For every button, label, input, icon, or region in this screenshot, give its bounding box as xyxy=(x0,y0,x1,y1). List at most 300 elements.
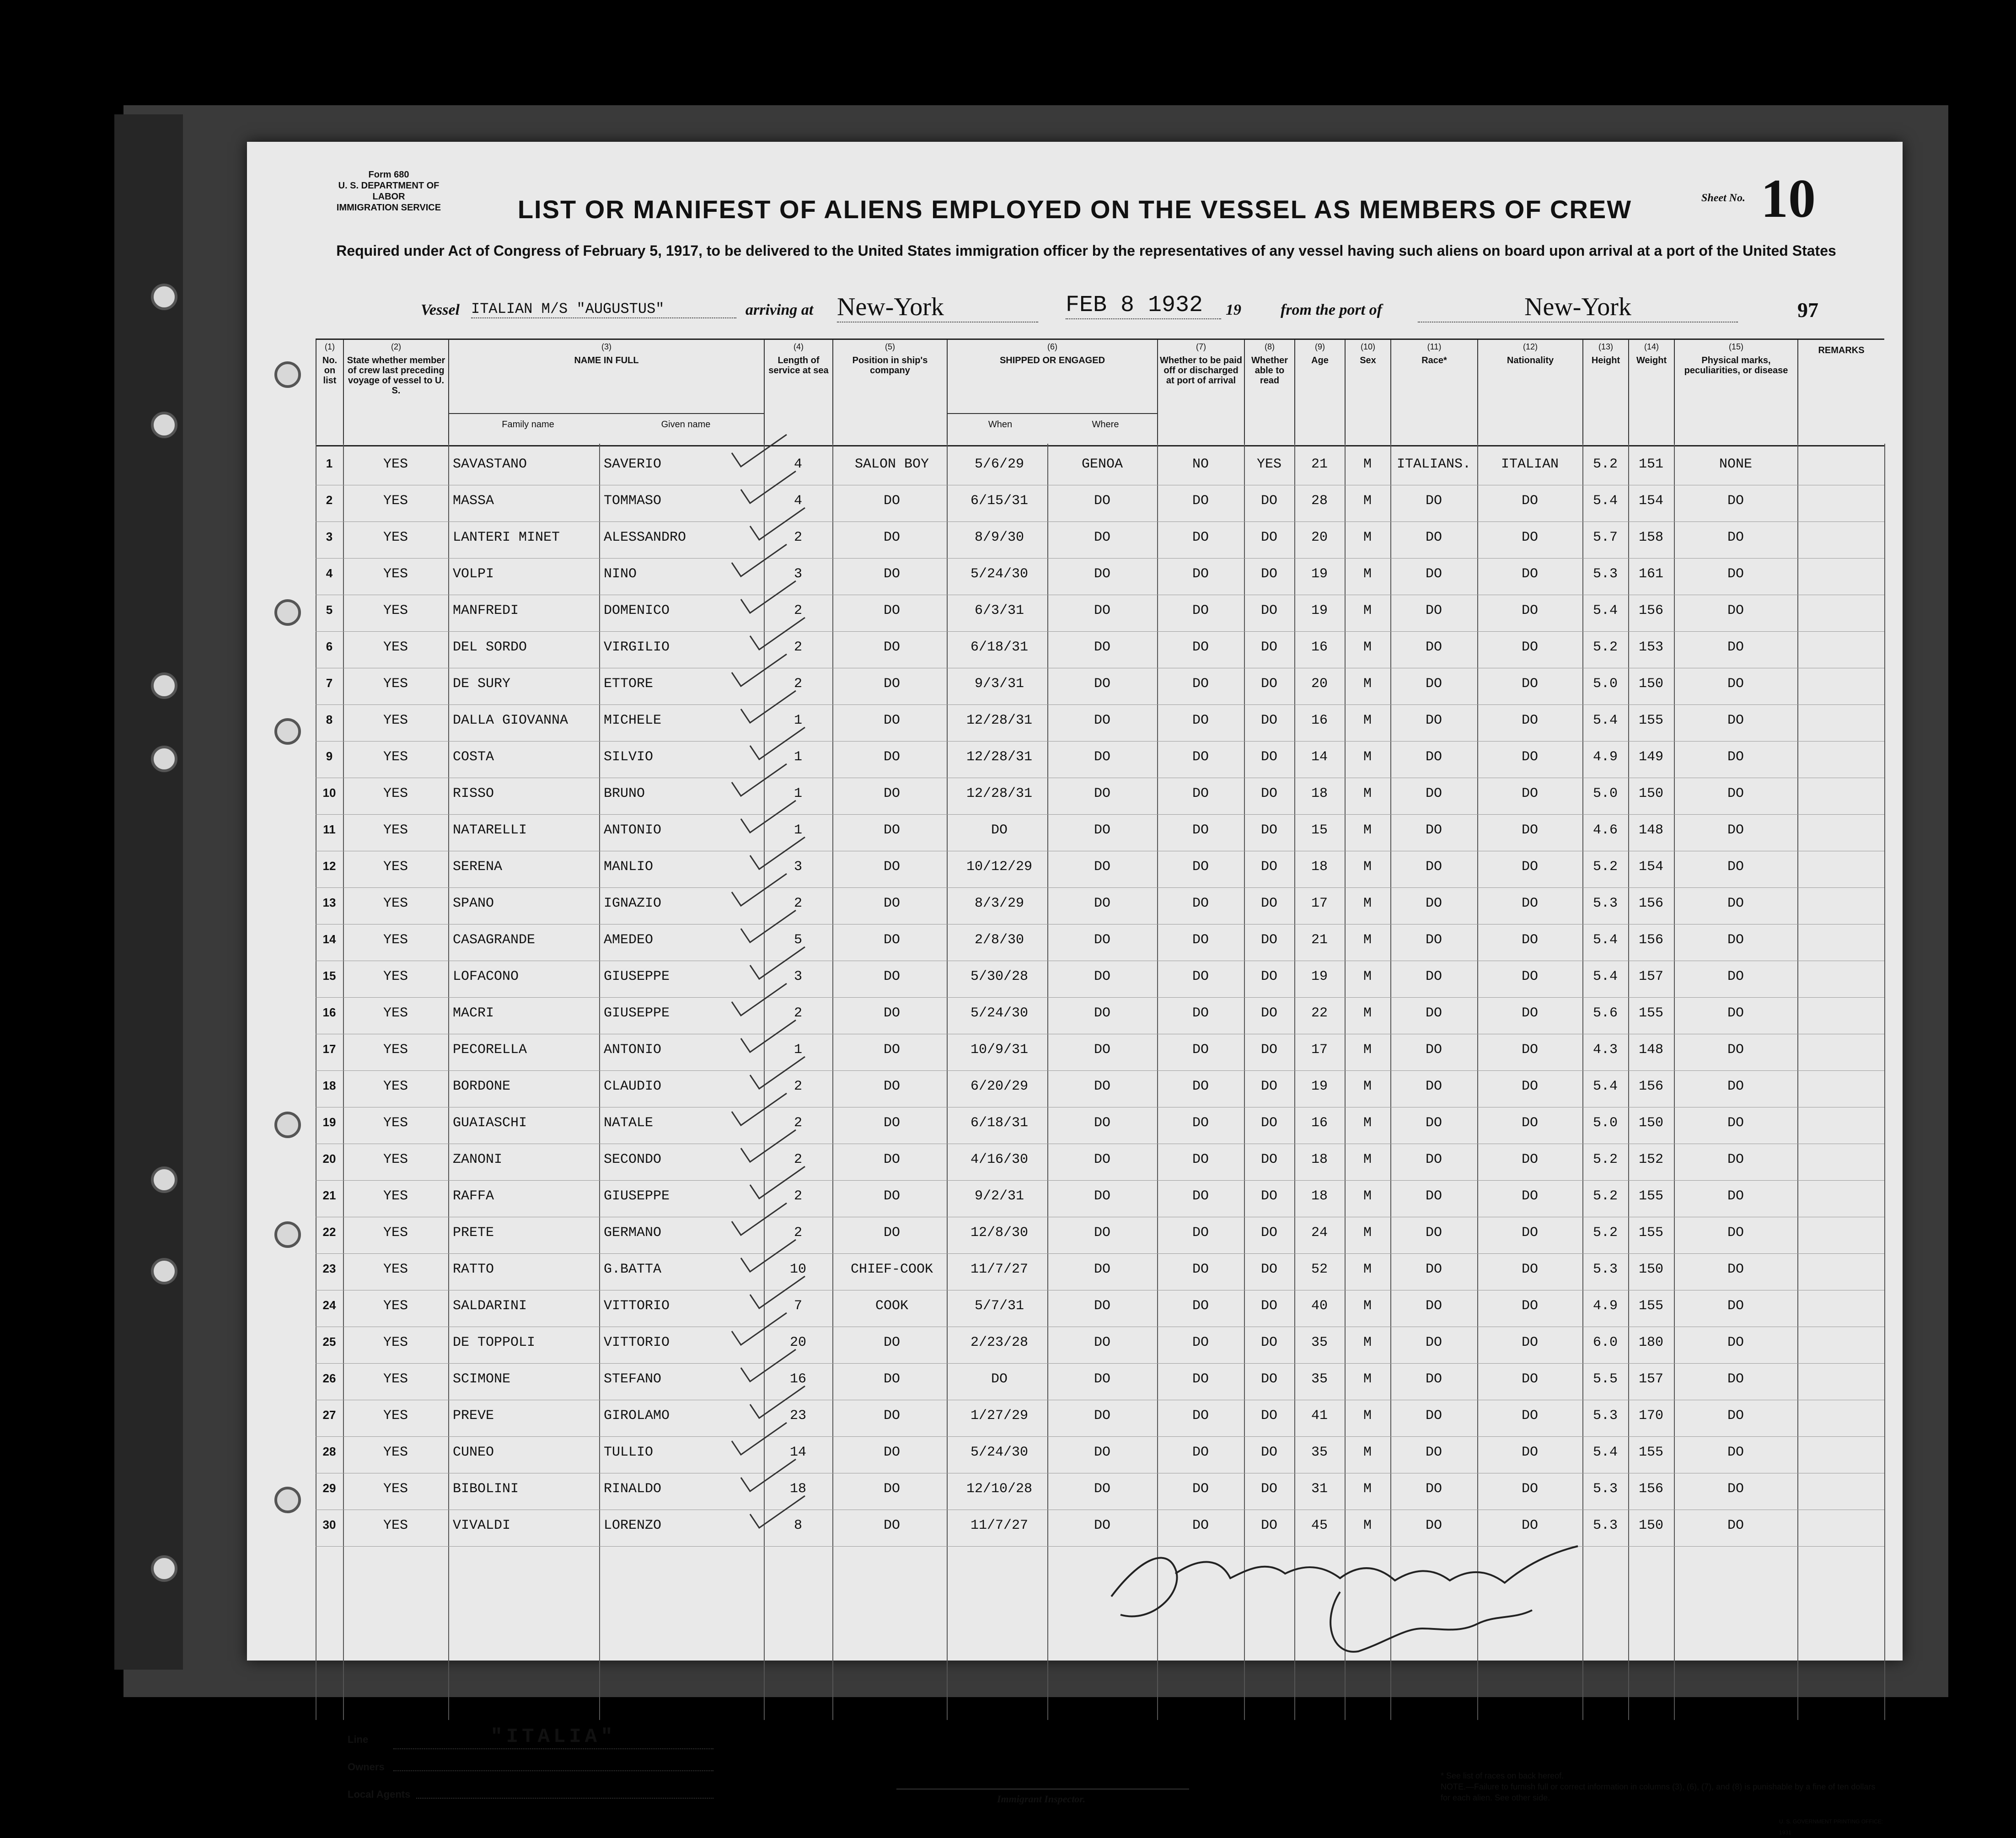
column-header xyxy=(1674,340,1797,445)
table-row xyxy=(316,814,1884,851)
weight: 150 xyxy=(1638,1262,1663,1277)
row-number: 8 xyxy=(326,713,333,726)
sex: M xyxy=(1363,713,1372,728)
shipped-when: 5/24/30 xyxy=(970,1005,1029,1021)
check-mark-icon xyxy=(727,979,791,1020)
race: DO xyxy=(1425,1152,1442,1167)
nationality: DO xyxy=(1521,859,1538,875)
column-label: Physical marks, peculiarities, or disease xyxy=(1684,355,1788,376)
age: 18 xyxy=(1311,859,1328,875)
physical-marks: DO xyxy=(1727,640,1744,655)
age: 17 xyxy=(1311,1042,1328,1058)
sex: M xyxy=(1363,896,1372,911)
sex: M xyxy=(1363,457,1372,472)
able-to-read: DO xyxy=(1260,786,1277,801)
row-number: 2 xyxy=(326,493,333,507)
shipped-when: 5/7/31 xyxy=(974,1298,1024,1314)
shipped-when: 9/2/31 xyxy=(974,1188,1024,1204)
table-row xyxy=(316,485,1884,522)
able-to-read: DO xyxy=(1260,713,1277,728)
column-number: (6) xyxy=(1047,342,1057,351)
race: DO xyxy=(1425,1079,1442,1094)
given-name: AMEDEO xyxy=(604,932,654,948)
age: 18 xyxy=(1311,786,1328,801)
check-mark-icon xyxy=(745,1052,810,1093)
row-number: 25 xyxy=(322,1335,336,1349)
table-row xyxy=(316,668,1884,705)
previous-voyage: YES xyxy=(383,1115,408,1131)
shipped-where: DO xyxy=(1094,1152,1110,1167)
height: 5.3 xyxy=(1592,1408,1618,1424)
weight: 156 xyxy=(1638,932,1663,948)
weight: 155 xyxy=(1638,1005,1663,1021)
race: DO xyxy=(1425,493,1442,509)
shipped-where: DO xyxy=(1094,640,1110,655)
signature-scribble xyxy=(1084,1505,1678,1670)
binder-hole xyxy=(274,1487,301,1513)
weight: 156 xyxy=(1638,1079,1663,1094)
position: DO xyxy=(883,530,900,545)
service-length: 20 xyxy=(789,1335,806,1350)
height: 5.2 xyxy=(1592,457,1618,472)
family-name: DE TOPPOLI xyxy=(453,1335,536,1350)
previous-voyage: YES xyxy=(383,749,408,765)
service-length: 1 xyxy=(794,786,802,801)
arriving-label: arriving at xyxy=(745,301,814,318)
check-mark-icon xyxy=(745,942,810,983)
row-number: 24 xyxy=(322,1298,336,1312)
check-mark-icon xyxy=(727,869,791,910)
service-length: 2 xyxy=(794,1188,802,1204)
shipped-when: 6/20/29 xyxy=(970,1079,1029,1094)
arriving-port: New-York xyxy=(837,292,1038,322)
nationality: DO xyxy=(1521,969,1538,984)
shipped-where: DO xyxy=(1094,1079,1110,1094)
given-name: SECONDO xyxy=(604,1152,662,1167)
able-to-read: YES xyxy=(1256,457,1281,472)
family-name: COSTA xyxy=(453,749,494,765)
position: DO xyxy=(883,1152,900,1167)
column-number: (12) xyxy=(1523,342,1538,351)
race: DO xyxy=(1425,932,1442,948)
race: DO xyxy=(1425,713,1442,728)
column-header xyxy=(1157,340,1244,445)
given-name: MICHELE xyxy=(604,713,662,728)
family-name: MANFREDI xyxy=(453,603,519,618)
shipped-when: 10/12/29 xyxy=(966,859,1033,875)
shipped-when: 12/28/31 xyxy=(966,786,1033,801)
inspector-signature xyxy=(1084,1505,1678,1670)
given-name: STEFANO xyxy=(604,1371,662,1387)
race: DO xyxy=(1425,822,1442,838)
height: 5.3 xyxy=(1592,1518,1618,1533)
shipped-when: 5/6/29 xyxy=(974,457,1024,472)
family-name: NATARELLI xyxy=(453,822,527,838)
previous-voyage: YES xyxy=(383,859,408,875)
physical-marks: DO xyxy=(1727,1445,1744,1460)
column-header xyxy=(1345,340,1390,445)
family-name: BIBOLINI xyxy=(453,1481,519,1497)
nationality: DO xyxy=(1521,1005,1538,1021)
sex: M xyxy=(1363,1079,1372,1094)
given-name: NINO xyxy=(604,566,637,582)
physical-marks: DO xyxy=(1727,749,1744,765)
shipped-where: DO xyxy=(1094,1262,1110,1277)
shipped-when: 6/3/31 xyxy=(974,603,1024,618)
age: 35 xyxy=(1311,1335,1328,1350)
age: 19 xyxy=(1311,969,1328,984)
shipped-where: DO xyxy=(1094,530,1110,545)
table-row xyxy=(316,1363,1884,1400)
shipped-where: DO xyxy=(1094,1298,1110,1314)
able-to-read: DO xyxy=(1260,932,1277,948)
weight: 156 xyxy=(1638,1481,1663,1497)
row-number: 6 xyxy=(326,640,333,653)
given-name: ANTONIO xyxy=(604,1042,662,1058)
column-number: (3) xyxy=(601,342,611,351)
sex: M xyxy=(1363,1335,1372,1350)
column-header xyxy=(1582,340,1628,445)
column-header xyxy=(832,340,947,445)
age: 18 xyxy=(1311,1152,1328,1167)
family-name: VIVALDI xyxy=(453,1518,511,1533)
physical-marks: DO xyxy=(1727,1188,1744,1204)
nationality: DO xyxy=(1521,1481,1538,1497)
able-to-read: DO xyxy=(1260,896,1277,911)
position: DO xyxy=(883,1225,900,1241)
weight: 148 xyxy=(1638,1042,1663,1058)
weight: 155 xyxy=(1638,1298,1663,1314)
position: DO xyxy=(883,1408,900,1424)
paid-off: DO xyxy=(1192,1298,1209,1314)
position: CHIEF-COOK xyxy=(850,1262,933,1277)
column-label: Weight xyxy=(1636,355,1667,365)
able-to-read: DO xyxy=(1260,640,1277,655)
row-number: 26 xyxy=(322,1371,336,1385)
page-title: LIST OR MANIFEST OF ALIENS EMPLOYED ON THE VESSEL AS MEMBERS OF CREW xyxy=(517,195,1632,224)
paid-off: DO xyxy=(1192,1225,1209,1241)
position: DO xyxy=(883,1445,900,1460)
shipped-where: GENOA xyxy=(1081,457,1123,472)
check-mark-icon xyxy=(727,1308,791,1349)
sex: M xyxy=(1363,786,1372,801)
physical-marks: NONE xyxy=(1719,457,1752,472)
race: DO xyxy=(1425,1005,1442,1021)
shipped-when: 8/9/30 xyxy=(974,530,1024,545)
position: DO xyxy=(883,1115,900,1131)
column-header xyxy=(764,340,832,445)
check-mark-icon xyxy=(727,430,791,471)
physical-marks: DO xyxy=(1727,493,1744,509)
table-row xyxy=(316,1400,1884,1437)
table-row xyxy=(316,778,1884,815)
sex: M xyxy=(1363,822,1372,838)
service-length: 2 xyxy=(794,1152,802,1167)
shipped-when: DO xyxy=(991,1371,1008,1387)
physical-marks: DO xyxy=(1727,1225,1744,1241)
nationality: DO xyxy=(1521,493,1538,509)
shipped-where: DO xyxy=(1094,932,1110,948)
sex: M xyxy=(1363,932,1372,948)
previous-voyage: YES xyxy=(383,530,408,545)
shipped-when: 10/9/31 xyxy=(970,1042,1029,1058)
agents-label: Local Agents xyxy=(348,1789,411,1800)
height: 5.3 xyxy=(1592,1262,1618,1277)
able-to-read: DO xyxy=(1260,1445,1277,1460)
column-label: Nationality xyxy=(1507,355,1554,365)
position: DO xyxy=(883,713,900,728)
nationality: DO xyxy=(1521,932,1538,948)
sex: M xyxy=(1363,1225,1372,1241)
check-mark-icon xyxy=(745,723,810,764)
race: DO xyxy=(1425,530,1442,545)
table-row xyxy=(316,1070,1884,1107)
race: DO xyxy=(1425,1225,1442,1241)
given-name: VITTORIO xyxy=(604,1335,670,1350)
row-number: 27 xyxy=(322,1408,336,1422)
column-label: SHIPPED OR ENGAGED xyxy=(999,355,1105,365)
row-number: 7 xyxy=(326,676,333,690)
paid-off: DO xyxy=(1192,1371,1209,1387)
service-length: 2 xyxy=(794,603,802,618)
nationality: DO xyxy=(1521,1262,1538,1277)
position: DO xyxy=(883,786,900,801)
physical-marks: DO xyxy=(1727,1152,1744,1167)
position: DO xyxy=(883,822,900,838)
weight: 156 xyxy=(1638,603,1663,618)
nationality: DO xyxy=(1521,566,1538,582)
race: DO xyxy=(1425,1408,1442,1424)
binder-hole xyxy=(151,412,177,438)
paid-off: DO xyxy=(1192,603,1209,618)
previous-voyage: YES xyxy=(383,969,408,984)
shipped-where: DO xyxy=(1094,749,1110,765)
race: DO xyxy=(1425,749,1442,765)
family-name: MASSA xyxy=(453,493,494,509)
column-number: (1) xyxy=(325,342,335,351)
check-mark-icon xyxy=(727,540,791,581)
nationality: DO xyxy=(1521,1335,1538,1350)
sex: M xyxy=(1363,1262,1372,1277)
service-length: 1 xyxy=(794,713,802,728)
column-number: (14) xyxy=(1644,342,1659,351)
physical-marks: DO xyxy=(1727,822,1744,838)
check-mark-icon xyxy=(745,1272,810,1313)
sex: M xyxy=(1363,1115,1372,1131)
service-length: 7 xyxy=(794,1298,802,1314)
penalty-note: NOTE.—Failure to furnish full or correct information in columns (3), (6), (7), and (8) is punishable by a fine of ten dollars for each alien. See other side. xyxy=(1441,1782,1876,1802)
previous-voyage: YES xyxy=(383,676,408,692)
check-mark-icon xyxy=(736,1016,800,1057)
row-number: 20 xyxy=(322,1152,336,1166)
column-label: Whether to be paid off or discharged at port of arrival xyxy=(1160,355,1242,386)
table-row xyxy=(316,704,1884,742)
family-name: PRETE xyxy=(453,1225,494,1241)
physical-marks: DO xyxy=(1727,530,1744,545)
column-label: State whether member of crew last preceding voyage of vessel to U. S. xyxy=(347,355,445,396)
binder-hole xyxy=(151,1166,177,1193)
weight: 152 xyxy=(1638,1152,1663,1167)
nationality: DO xyxy=(1521,676,1538,692)
previous-voyage: YES xyxy=(383,1408,408,1424)
position: DO xyxy=(883,896,900,911)
able-to-read: DO xyxy=(1260,1335,1277,1350)
age: 31 xyxy=(1311,1481,1328,1497)
table-header xyxy=(316,339,1884,446)
service-length: 8 xyxy=(794,1518,802,1533)
given-name: CLAUDIO xyxy=(604,1079,662,1094)
service-length: 3 xyxy=(794,566,802,582)
height: 4.9 xyxy=(1592,1298,1618,1314)
row-number: 1 xyxy=(326,457,333,470)
weight: 148 xyxy=(1638,822,1663,838)
given-name: G.BATTA xyxy=(604,1262,662,1277)
race: DO xyxy=(1425,859,1442,875)
service-length: 4 xyxy=(794,457,802,472)
height: 5.3 xyxy=(1592,1481,1618,1497)
able-to-read: DO xyxy=(1260,1225,1277,1241)
paid-off: DO xyxy=(1192,1445,1209,1460)
nationality: DO xyxy=(1521,1518,1538,1533)
table-row xyxy=(316,1473,1884,1510)
previous-voyage: YES xyxy=(383,1042,408,1058)
table-row xyxy=(316,851,1884,888)
check-mark-icon xyxy=(736,1455,800,1496)
sex: M xyxy=(1363,530,1372,545)
family-name: DALLA GIOVANNA xyxy=(453,713,568,728)
nationality: DO xyxy=(1521,1298,1538,1314)
previous-voyage: YES xyxy=(383,1518,408,1533)
position: DO xyxy=(883,1079,900,1094)
able-to-read: DO xyxy=(1260,566,1277,582)
binder-edge xyxy=(114,114,183,1670)
paid-off: DO xyxy=(1192,676,1209,692)
service-length: 2 xyxy=(794,1225,802,1241)
height: 5.3 xyxy=(1592,566,1618,582)
paid-off: NO xyxy=(1192,457,1209,472)
previous-voyage: YES xyxy=(383,932,408,948)
physical-marks: DO xyxy=(1727,859,1744,875)
given-name: DOMENICO xyxy=(604,603,670,618)
shipped-when: 5/30/28 xyxy=(970,969,1029,984)
able-to-read: DO xyxy=(1260,603,1277,618)
nationality: DO xyxy=(1521,822,1538,838)
row-number: 4 xyxy=(326,566,333,580)
paid-off: DO xyxy=(1192,1335,1209,1350)
shipped-when: 6/18/31 xyxy=(970,1115,1029,1131)
age: 19 xyxy=(1311,1079,1328,1094)
shipped-when: 9/3/31 xyxy=(974,676,1024,692)
shipped-where: DO xyxy=(1094,969,1110,984)
previous-voyage: YES xyxy=(383,1225,408,1241)
family-name: BORDONE xyxy=(453,1079,511,1094)
sex: M xyxy=(1363,1518,1372,1533)
given-name: VITTORIO xyxy=(604,1298,670,1314)
binder-hole xyxy=(274,718,301,745)
shipped-when: 12/8/30 xyxy=(970,1225,1029,1241)
physical-marks: DO xyxy=(1727,1518,1744,1533)
weight: 153 xyxy=(1638,640,1663,655)
height: 5.4 xyxy=(1592,493,1618,509)
column-label: Length of service at sea xyxy=(768,355,829,376)
physical-marks: DO xyxy=(1727,1335,1744,1350)
weight: 151 xyxy=(1638,457,1663,472)
column-label: Whether able to read xyxy=(1251,355,1288,386)
service-length: 3 xyxy=(794,969,802,984)
family-name: PREVE xyxy=(453,1408,494,1424)
previous-voyage: YES xyxy=(383,1481,408,1497)
shipped-when: 5/24/30 xyxy=(970,566,1029,582)
column-number: (13) xyxy=(1598,342,1613,351)
height: 5.2 xyxy=(1592,640,1618,655)
shipped-where: DO xyxy=(1094,1335,1110,1350)
family-name: SPANO xyxy=(453,896,494,911)
previous-voyage: YES xyxy=(383,822,408,838)
family-name: SERENA xyxy=(453,859,503,875)
height: 5.2 xyxy=(1592,1225,1618,1241)
table-row xyxy=(316,961,1884,998)
race: DO xyxy=(1425,896,1442,911)
column-label: REMARKS xyxy=(1818,345,1865,355)
sex: M xyxy=(1363,1408,1372,1424)
given-name: MANLIO xyxy=(604,859,654,875)
weight: 155 xyxy=(1638,713,1663,728)
physical-marks: DO xyxy=(1727,1481,1744,1497)
given-name: SILVIO xyxy=(604,749,654,765)
row-number: 11 xyxy=(323,822,336,836)
given-name: GIUSEPPE xyxy=(604,1005,670,1021)
table-row xyxy=(316,1436,1884,1473)
shipped-where: DO xyxy=(1094,1005,1110,1021)
service: IMMIGRATION SERVICE xyxy=(336,203,441,213)
shipped-where: DO xyxy=(1094,1042,1110,1058)
column-subheader: When xyxy=(948,413,1053,430)
paid-off: DO xyxy=(1192,1152,1209,1167)
shipped-where: DO xyxy=(1094,786,1110,801)
check-mark-icon xyxy=(745,1381,810,1423)
row-number: 9 xyxy=(326,749,333,763)
from-port-label: from the port of xyxy=(1281,301,1382,318)
row-number: 19 xyxy=(322,1115,336,1129)
row-number: 13 xyxy=(322,896,336,909)
nationality: DO xyxy=(1521,786,1538,801)
shipped-when: 6/18/31 xyxy=(970,640,1029,655)
shipped-when: 5/24/30 xyxy=(970,1445,1029,1460)
able-to-read: DO xyxy=(1260,493,1277,509)
paid-off: DO xyxy=(1192,1042,1209,1058)
physical-marks: DO xyxy=(1727,1042,1744,1058)
age: 16 xyxy=(1311,713,1328,728)
race: DO xyxy=(1425,1335,1442,1350)
shipped-when: 2/23/28 xyxy=(970,1335,1029,1350)
physical-marks: DO xyxy=(1727,676,1744,692)
column-header xyxy=(1390,340,1477,445)
nationality: DO xyxy=(1521,1371,1538,1387)
binder-hole xyxy=(151,1258,177,1284)
check-mark-icon xyxy=(736,467,800,508)
family-name: SAVASTANO xyxy=(453,457,527,472)
race: DO xyxy=(1425,603,1442,618)
paid-off: DO xyxy=(1192,1079,1209,1094)
agents-blank xyxy=(416,1798,713,1799)
age: 19 xyxy=(1311,566,1328,582)
column-subheader: Family name xyxy=(449,413,607,430)
position: DO xyxy=(883,1371,900,1387)
check-mark-icon xyxy=(745,1162,810,1203)
sex: M xyxy=(1363,603,1372,618)
race: DO xyxy=(1425,1115,1442,1131)
table-row xyxy=(316,1290,1884,1327)
